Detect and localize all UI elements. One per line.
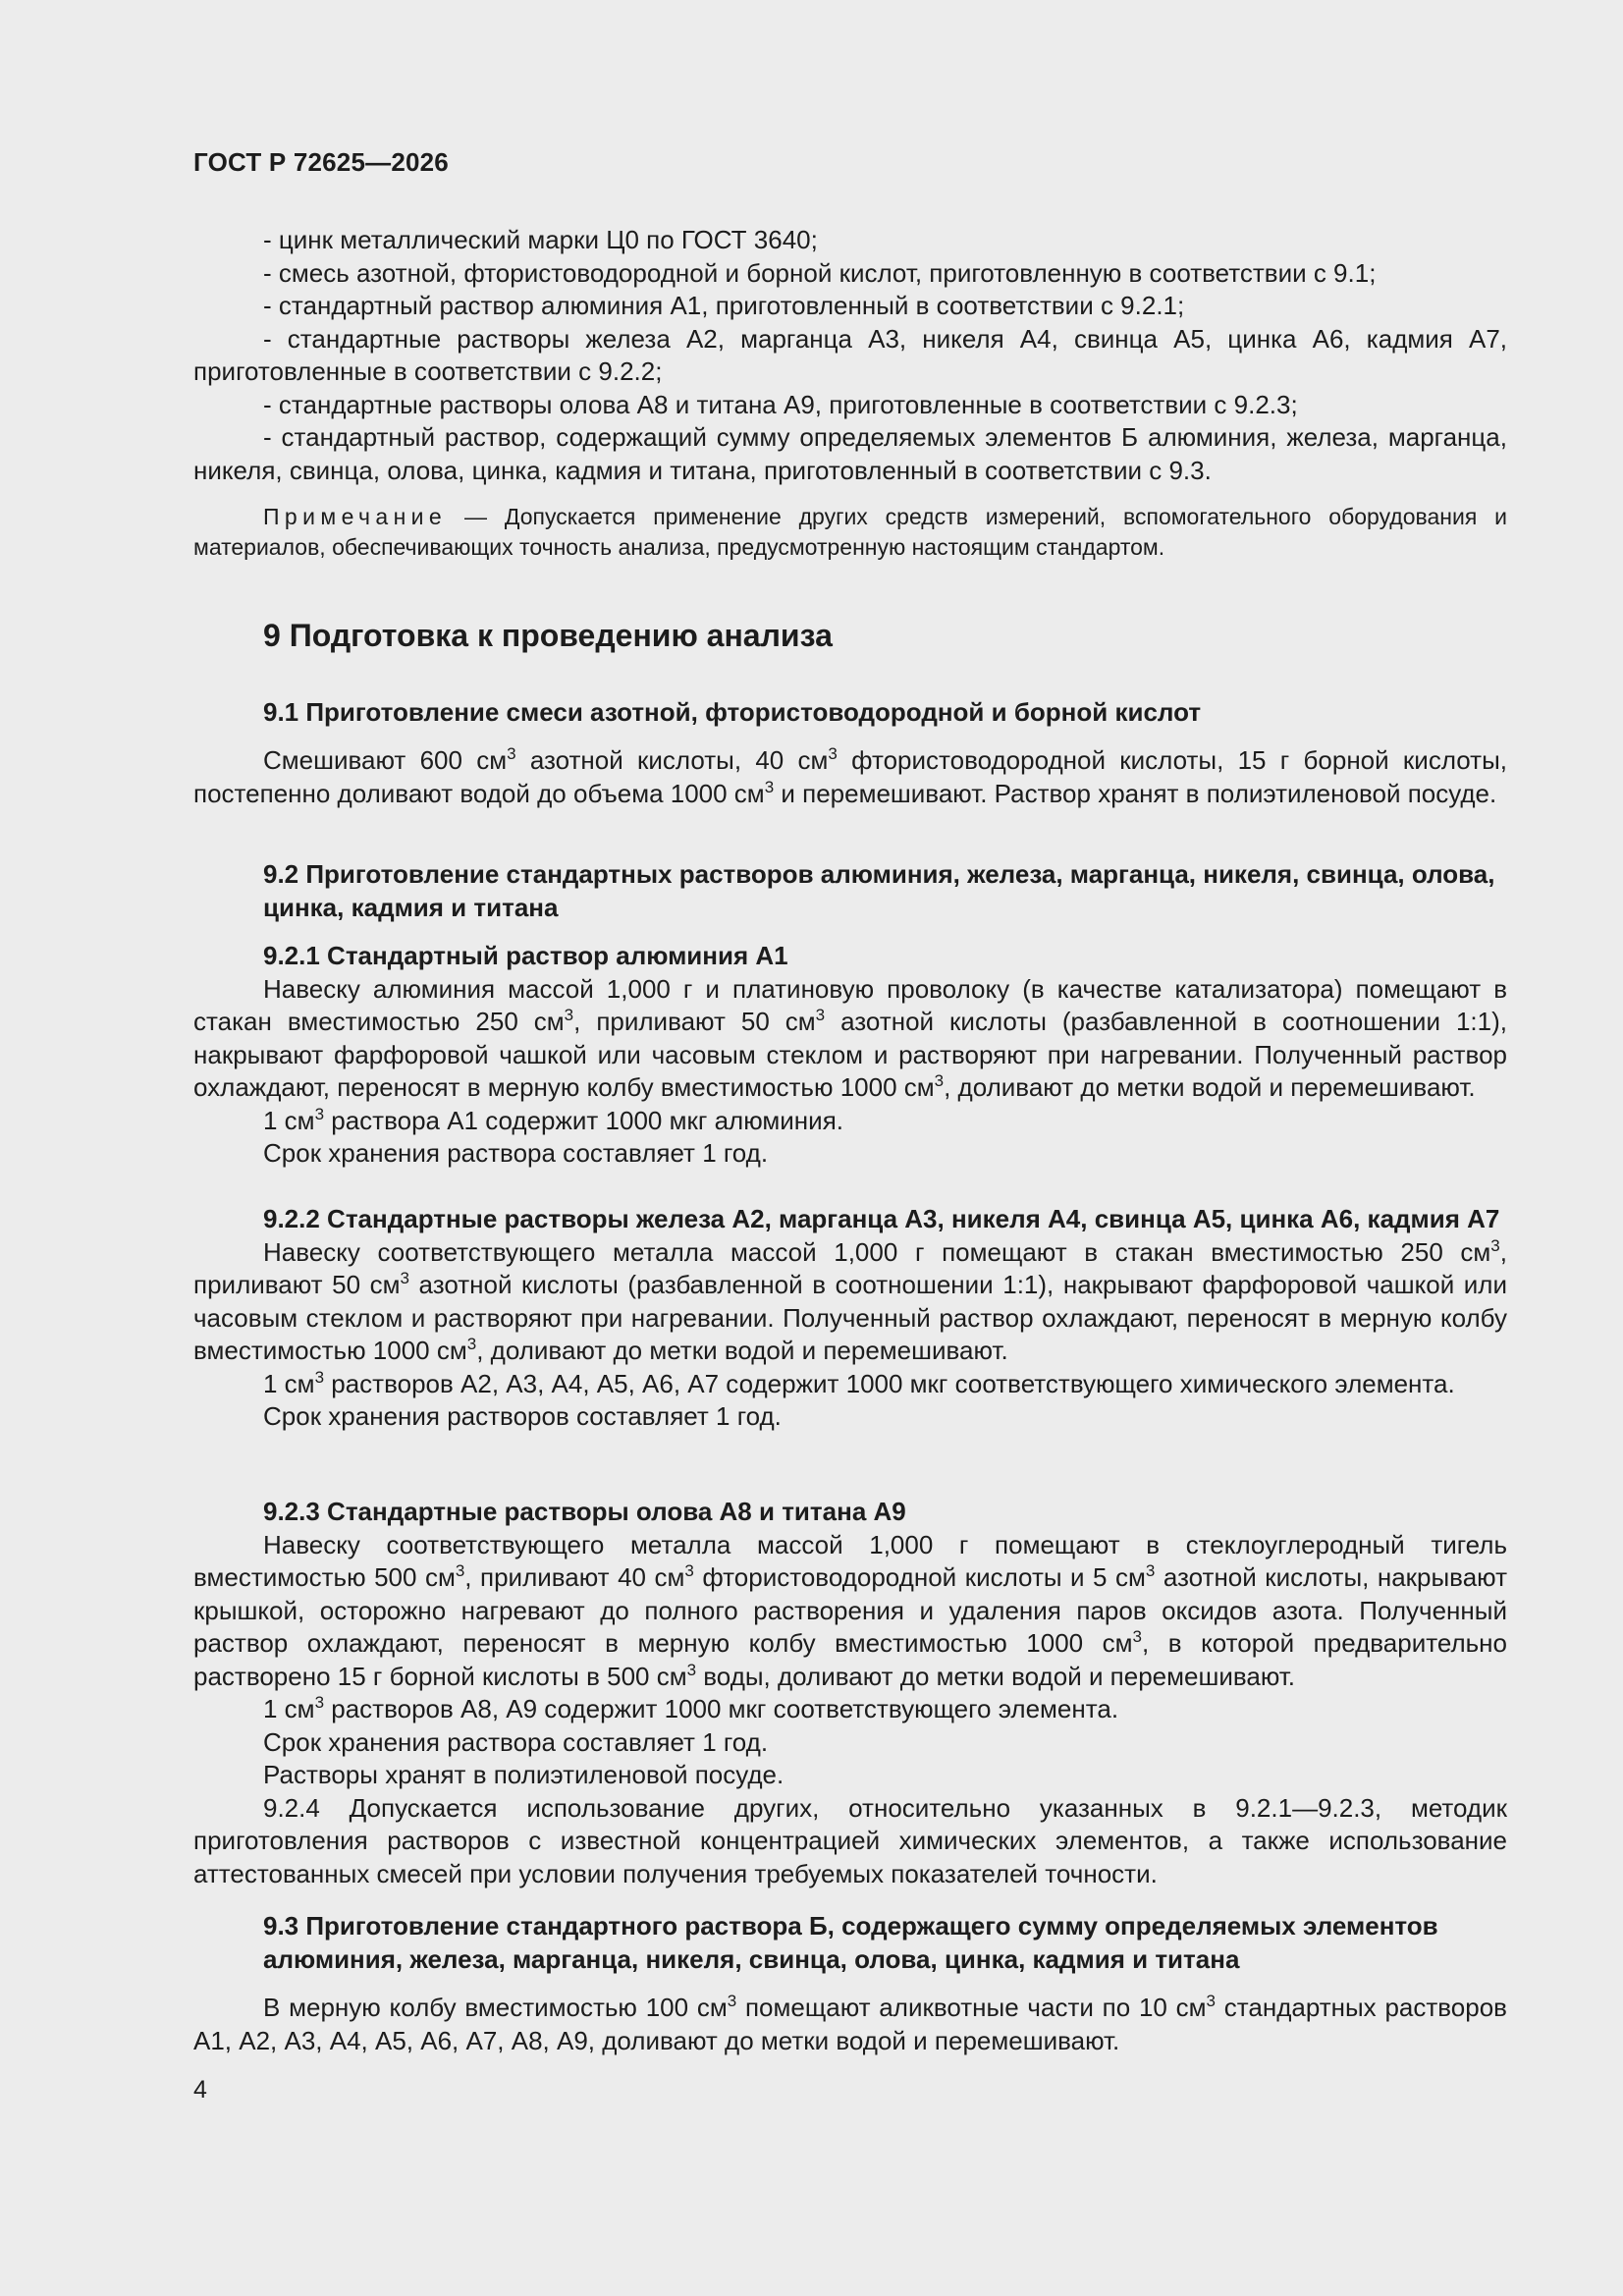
subsection-heading: 9.2.1 Стандартный раствор алюминия А1 [263,941,788,970]
paragraph: Срок хранения раствора составляет 1 год. [263,1138,769,1168]
paragraph: 1 $см^3$ растворов А8, А9 содержит 1000 мкг соответствующего элемента. [263,1693,1119,1723]
list-item: - стандартные растворы железа А2, марганца А3, никеля А4, свинца А5, цинка А6, кадмия А7, приготовленные в соответствии с 9.2.2; [193,323,1507,386]
paragraph: Срок хранения раствора составляет 1 год. [263,1726,769,1757]
paragraph: 9.2.4 Допускается использование других, относительно указанных в 9.2.1—9.2.3, методик приготовления растворов с известной концентрацией химических элементов, а также использование аттестованных смесей при условии получения требуемых показателей точности. [193,1792,1507,1888]
section-9-1 [193,696,1507,730]
note-block [193,502,1507,563]
section-9-2 [193,858,1507,924]
subsection-heading: 9.3 Приготовление стандартного раствора Б, содержащего сумму определяемых элементов алюминия, железа, марганца, никеля, свинца, олова, цинка, кадмия и титана [263,1911,1438,1974]
page-number: 4 [193,2076,207,2104]
list-item: - стандартные растворы олова А8 и титана А9, приготовленные в соответствии с 9.2.3; [263,389,1298,419]
list-item: - стандартный раствор, содержащий сумму определяемых элементов Б алюминия, железа, марганца, никеля, свинца, олова, цинка, кадмия и титана, приготовленный в соответствии с 9.3. [193,422,1507,485]
list-item: - смесь азотной, фтористоводородной и борной кислот, приготовленную в соответствии с 9.1; [263,257,1377,288]
subsection-heading: 9.1 Приготовление смеси азотной, фтористоводородной и борной кислот [263,697,1202,727]
paragraph: 1 $см^3$ раствора А1 содержит 1000 мкг алюминия. [263,1104,843,1135]
section-heading: 9 Подготовка к проведению анализа [263,618,833,653]
materials-list [193,224,1507,487]
list-item: - цинк металлический марки Ц0 по ГОСТ 3640; [263,225,818,254]
section-9-3-body [193,1992,1507,2057]
section-9-2-3 [193,1496,1507,1890]
section-9 [193,620,1507,653]
note-text: — Допускается применение других средств измерений, вспомогательного оборудования и материалов, обеспечивающих точность анализа, предусмотренную настоящим стандартом. [193,504,1507,560]
section-9-2-1 [193,940,1507,1171]
paragraph: Смешивают 600 $см^3$ азотной кислоты, 40 $см^3$ фтористоводородной кислоты, 15 г борной кислоты, постепенно доливают водой до объема 1000 $см^3$ и перемешивают. Раствор хранят в полиэтиленовой посуде. [193,744,1507,808]
paragraph: Растворы хранят в полиэтиленовой посуде. [263,1760,784,1789]
paragraph: В мерную колбу вместимостью 100 $см^3$ помещают аликвотные части по 10 $см^3$ стандартных растворов А1, А2, А3, А4, А5, А6, А7, А8, А9, доливают до метки водой и перемешивают. [193,1992,1507,2055]
paragraph: Навеску алюминия массой 1,000 г и платиновую проволоку (в качестве катализатора) помещают в стакан вместимостью 250 $см^3$, приливают 50 $см^3$ азотной кислоты (разбавленной в соотношении 1:1), накрывают фарфоровой чашкой или часовым стеклом и растворяют при нагревании. Полученный раствор охлаждают, переносят в мерную колбу вместимостью 1000 $см^3$, доливают до метки водой и перемешивают. [193,973,1507,1102]
subsection-heading: 9.2.3 Стандартные растворы олова А8 и титана А9 [263,1497,906,1526]
paragraph: Срок хранения растворов составляет 1 год. [263,1401,782,1431]
subsection-heading: 9.2.2 Стандартные растворы железа А2, марганца А3, никеля А4, свинца А5, цинка А6, кадмия А7 [263,1204,1500,1233]
document-code-header: ГОСТ Р 72625—2026 [193,147,449,177]
list-item: - стандартный раствор алюминия А1, приготовленный в соответствии с 9.2.1; [263,291,1185,320]
section-9-2-2 [193,1203,1507,1434]
subsection-heading: 9.2 Приготовление стандартных растворов алюминия, железа, марганца, никеля, свинца, олова, цинка, кадмия и титана [263,859,1495,922]
paragraph: 1 $см^3$ растворов А2, А3, А4, А5, А6, А7 содержит 1000 мкг соответствующего химического элемента. [263,1367,1455,1398]
section-9-3 [193,1910,1507,1976]
note-paragraph [193,502,1507,563]
paragraph: Навеску соответствующего металла массой 1,000 г помещают в стакан вместимостью 250 $см^3$, приливают 50 $см^3$ азотной кислоты (разбавленной в соотношении 1:1), накрывают фарфоровой чашкой или часовым стеклом и растворяют при нагревании. Полученный раствор охлаждают, переносят в мерную колбу вместимостью 1000 $см^3$, доливают до метки водой и перемешивают. [193,1235,1507,1365]
paragraph: Навеску соответствующего металла массой 1,000 г помещают в стеклоуглеродный тигель вместимостью 500 $см^3$, приливают 40 $см^3$ фтористоводородной кислоты и 5 $см^3$ азотной кислоты, накрывают крышкой, осторожно нагревают до полного растворения и удаления паров оксидов азота. Полученный раствор охлаждают, переносят в мерную колбу вместимостью 1000 $см^3$, в которой предварительно растворено 15 г борной кислоты в 500 $см^3$ воды, доливают до метки водой и перемешивают. [193,1529,1508,1691]
note-label: Примечание [263,504,448,529]
section-9-1-body [193,744,1507,810]
